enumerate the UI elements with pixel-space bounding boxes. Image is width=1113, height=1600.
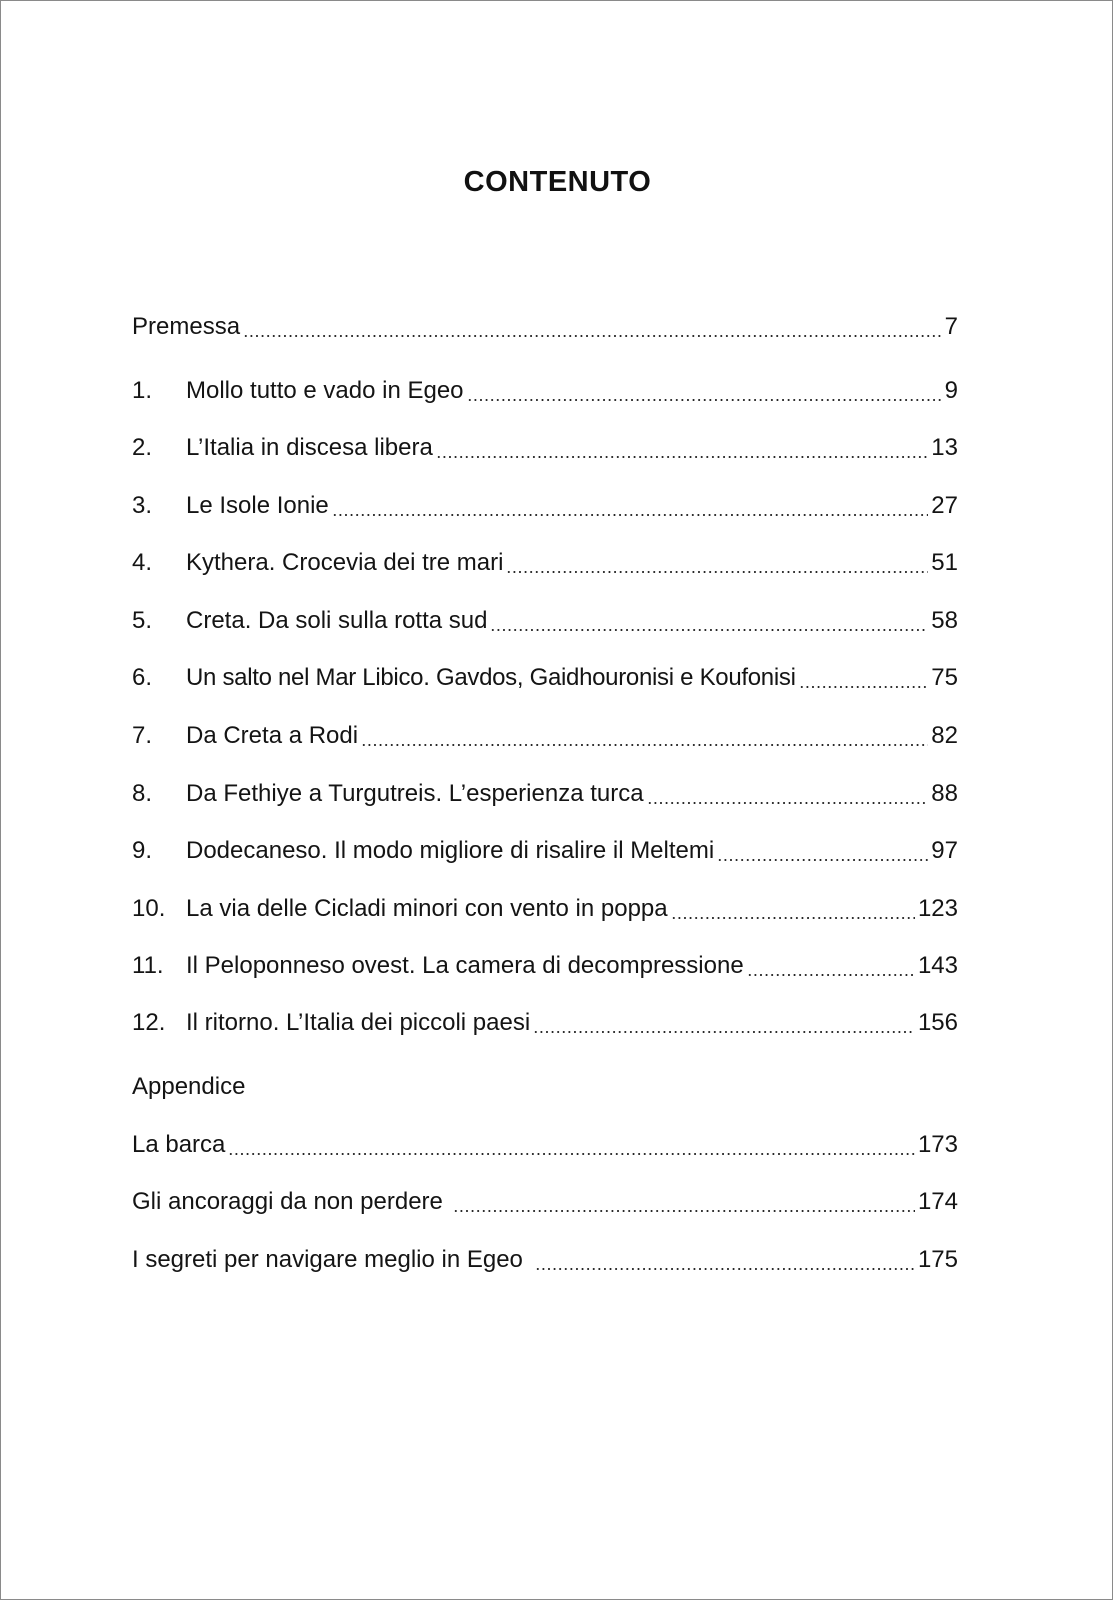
toc-entry-label: Gli ancoraggi da non perdere [132,1188,443,1215]
toc-entry-label: Il Peloponneso ovest. La camera di decompressione [186,952,744,979]
toc-entry-appendix-1[interactable] [132,1127,958,1163]
toc-entry-page: 123 [917,895,958,922]
toc-entry-premessa[interactable] [132,309,958,345]
toc-entry-page: 27 [931,492,958,519]
toc-entry-label: Premessa [132,313,241,340]
toc-entry-label: Creta. Da soli sulla rotta sud [186,607,488,634]
toc-entry-number: 11. [132,952,164,979]
toc-entry-chapter-2[interactable] [132,430,958,466]
dot-leader [467,378,942,402]
toc-entry-page: 143 [917,952,958,979]
dot-leader [506,550,928,574]
toc-entry-number: 10. [132,895,166,922]
toc-entry-page: 174 [917,1188,958,1215]
toc-entry-number: 4. [132,549,153,576]
toc-entry-chapter-9[interactable] [132,833,958,869]
toc-entry-number: 3. [132,492,153,519]
toc-entry-page: 82 [931,722,958,749]
toc-entry-label: Il ritorno. L’Italia dei piccoli paesi [186,1009,531,1036]
toc-entry-number: 8. [132,780,153,807]
dot-leader [361,723,928,747]
dot-leader [747,953,915,977]
dot-leader [228,1132,915,1156]
toc-entry-page: 97 [931,837,958,864]
dot-leader [799,665,929,689]
toc-entry-number: 9. [132,837,153,864]
toc-entry-appendix-3[interactable] [132,1242,958,1278]
dot-leader [717,838,928,862]
toc-entry-label: L’Italia in discesa libera [186,434,433,461]
toc-entry-label: I segreti per navigare meglio in Egeo [132,1246,523,1273]
toc-entry-page: 58 [931,607,958,634]
toc-entry-label: La via delle Cicladi minori con vento in poppa [186,895,668,922]
toc-entry-page: 88 [931,780,958,807]
toc-entry-chapter-5[interactable] [132,603,958,639]
appendix-heading [132,1069,958,1105]
dot-leader [535,1247,915,1271]
toc-entry-number: 2. [132,434,153,461]
toc-entry-label: La barca [132,1131,226,1158]
toc-entry-label: Le Isole Ionie [186,492,329,519]
toc-entry-page: 175 [917,1246,958,1273]
toc-entry-label: Kythera. Crocevia dei tre mari [186,549,504,576]
dot-leader [533,1010,915,1034]
toc-entry-number: 6. [132,664,153,691]
toc-entry-page: 156 [917,1009,958,1036]
dot-leader [453,1189,915,1213]
dot-leader [332,493,929,517]
toc-entry-number: 12. [132,1009,166,1036]
toc-entry-label: Da Creta a Rodi [186,722,359,749]
dot-leader [490,608,928,632]
toc-entry-label: Un salto nel Mar Libico. Gavdos, Gaidhouronisi e Koufonisi [186,664,796,691]
toc-entry-number: 1. [132,377,153,404]
dot-leader [436,435,928,459]
toc-entry-chapter-12[interactable] [132,1005,958,1041]
toc-entry-chapter-10[interactable] [132,891,958,927]
dot-leader [243,314,942,338]
dot-leader [671,896,915,920]
toc-entry-appendix-2[interactable] [132,1184,958,1220]
page-title: CONTENUTO [463,166,652,198]
toc-entry-label: Dodecaneso. Il modo migliore di risalire il Meltemi [186,837,715,864]
toc-entry-chapter-4[interactable] [132,545,958,581]
toc-entry-page: 75 [931,664,958,691]
toc-entry-page: 7 [944,313,958,340]
toc-entry-chapter-1[interactable] [132,373,958,409]
toc-entry-label: Da Fethiye a Turgutreis. L’esperienza turca [186,780,644,807]
toc-entry-page: 13 [931,434,958,461]
toc-entry-chapter-7[interactable] [132,718,958,754]
appendix-heading-label: Appendice [132,1073,246,1100]
toc-entry-label: Mollo tutto e vado in Egeo [186,377,464,404]
toc-entry-chapter-6[interactable] [132,660,958,696]
toc-entry-page: 51 [931,549,958,576]
toc-entry-chapter-11[interactable] [132,948,958,984]
toc-entry-page: 173 [917,1131,958,1158]
dot-leader [647,781,929,805]
toc-entry-number: 5. [132,607,153,634]
toc-entry-chapter-8[interactable] [132,776,958,812]
toc-entry-number: 7. [132,722,153,749]
toc-entry-page: 9 [944,377,958,404]
toc-entry-chapter-3[interactable] [132,488,958,524]
